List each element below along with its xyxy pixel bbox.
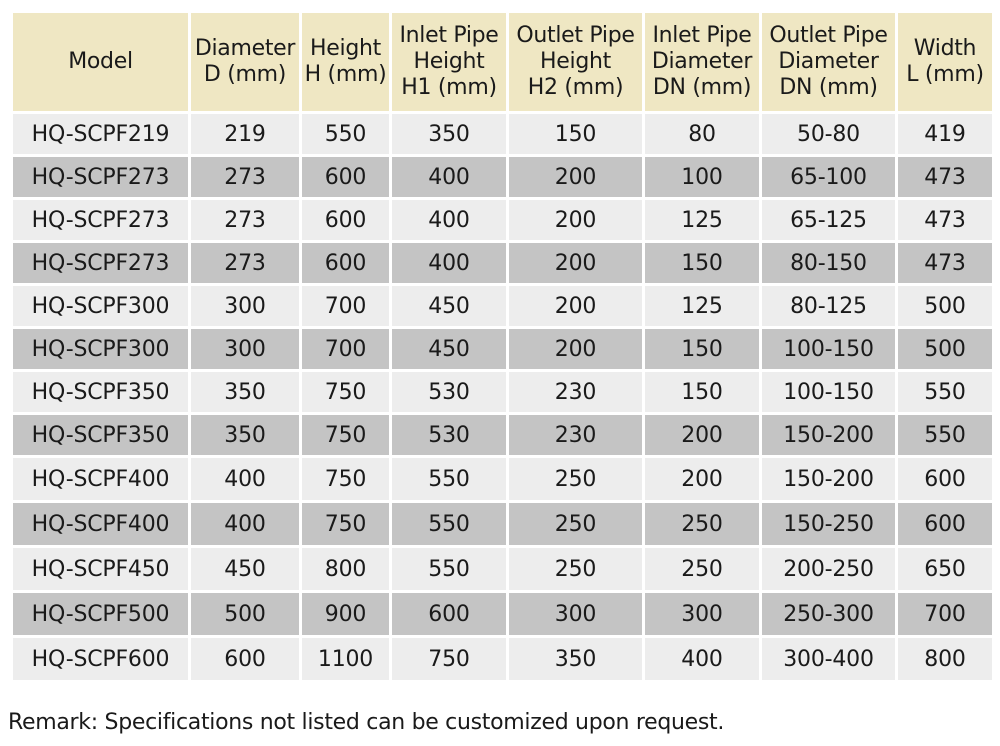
cell-width: 600	[898, 503, 992, 545]
cell-diameter: 273	[191, 200, 299, 240]
cell-model: HQ-SCPF450	[13, 548, 188, 590]
table-row	[13, 286, 992, 326]
table-row	[13, 638, 992, 680]
cell-width: 650	[898, 548, 992, 590]
cell-model: HQ-SCPF400	[13, 458, 188, 500]
cell-outlet-height: 230	[509, 415, 642, 455]
cell-diameter: 273	[191, 157, 299, 197]
cell-diameter: 450	[191, 548, 299, 590]
header-row	[13, 13, 992, 111]
cell-outlet-diameter: 50-80	[762, 114, 895, 154]
cell-model: HQ-SCPF273	[13, 243, 188, 283]
cell-outlet-height: 300	[509, 593, 642, 635]
cell-outlet-diameter: 300-400	[762, 638, 895, 680]
cell-width: 473	[898, 200, 992, 240]
cell-width: 500	[898, 329, 992, 369]
cell-height: 750	[302, 372, 389, 412]
cell-height: 600	[302, 200, 389, 240]
cell-outlet-height: 200	[509, 243, 642, 283]
cell-height: 750	[302, 415, 389, 455]
cell-outlet-height: 350	[509, 638, 642, 680]
specification-table	[10, 10, 995, 683]
cell-inlet-height: 350	[392, 114, 506, 154]
cell-outlet-diameter: 150-200	[762, 458, 895, 500]
cell-model: HQ-SCPF400	[13, 503, 188, 545]
cell-outlet-diameter: 150-200	[762, 415, 895, 455]
cell-outlet-height: 200	[509, 286, 642, 326]
remark-note: Remark: Specifications not listed can be customized upon request.	[8, 710, 725, 735]
cell-diameter: 273	[191, 243, 299, 283]
cell-outlet-height: 200	[509, 329, 642, 369]
cell-width: 500	[898, 286, 992, 326]
table-row	[13, 458, 992, 500]
cell-inlet-diameter: 400	[645, 638, 759, 680]
cell-inlet-diameter: 150	[645, 329, 759, 369]
cell-diameter: 300	[191, 329, 299, 369]
table-row	[13, 200, 992, 240]
cell-width: 800	[898, 638, 992, 680]
cell-inlet-diameter: 100	[645, 157, 759, 197]
cell-diameter: 350	[191, 415, 299, 455]
cell-outlet-diameter: 65-100	[762, 157, 895, 197]
cell-height: 1100	[302, 638, 389, 680]
cell-inlet-height: 550	[392, 548, 506, 590]
cell-inlet-height: 530	[392, 372, 506, 412]
header-diameter: Diameter D (mm)	[191, 13, 299, 111]
cell-outlet-diameter: 80-150	[762, 243, 895, 283]
cell-inlet-diameter: 125	[645, 286, 759, 326]
cell-model: HQ-SCPF219	[13, 114, 188, 154]
cell-height: 750	[302, 503, 389, 545]
cell-outlet-diameter: 100-150	[762, 329, 895, 369]
cell-inlet-height: 450	[392, 286, 506, 326]
table-row	[13, 243, 992, 283]
table-row	[13, 548, 992, 590]
cell-inlet-height: 450	[392, 329, 506, 369]
cell-model: HQ-SCPF300	[13, 286, 188, 326]
cell-height: 600	[302, 157, 389, 197]
cell-outlet-height: 250	[509, 548, 642, 590]
table-row	[13, 415, 992, 455]
cell-inlet-height: 600	[392, 593, 506, 635]
header-inlet-pipe-height: Inlet Pipe Height H1 (mm)	[392, 13, 506, 111]
cell-diameter: 350	[191, 372, 299, 412]
cell-diameter: 600	[191, 638, 299, 680]
cell-model: HQ-SCPF273	[13, 200, 188, 240]
cell-inlet-diameter: 150	[645, 372, 759, 412]
cell-inlet-diameter: 125	[645, 200, 759, 240]
cell-width: 419	[898, 114, 992, 154]
cell-inlet-diameter: 200	[645, 458, 759, 500]
cell-diameter: 219	[191, 114, 299, 154]
cell-model: HQ-SCPF350	[13, 415, 188, 455]
cell-diameter: 300	[191, 286, 299, 326]
header-inlet-pipe-diameter: Inlet Pipe Diameter DN (mm)	[645, 13, 759, 111]
cell-diameter: 500	[191, 593, 299, 635]
cell-inlet-diameter: 250	[645, 548, 759, 590]
cell-outlet-height: 150	[509, 114, 642, 154]
cell-width: 550	[898, 415, 992, 455]
header-height: Height H (mm)	[302, 13, 389, 111]
cell-inlet-diameter: 300	[645, 593, 759, 635]
cell-outlet-height: 250	[509, 503, 642, 545]
cell-outlet-diameter: 150-250	[762, 503, 895, 545]
cell-height: 700	[302, 329, 389, 369]
cell-inlet-height: 750	[392, 638, 506, 680]
cell-outlet-diameter: 200-250	[762, 548, 895, 590]
cell-diameter: 400	[191, 503, 299, 545]
cell-outlet-height: 200	[509, 200, 642, 240]
cell-inlet-height: 400	[392, 243, 506, 283]
table-row	[13, 157, 992, 197]
header-outlet-pipe-diameter: Outlet Pipe Diameter DN (mm)	[762, 13, 895, 111]
cell-height: 550	[302, 114, 389, 154]
cell-inlet-diameter: 200	[645, 415, 759, 455]
cell-outlet-height: 230	[509, 372, 642, 412]
cell-model: HQ-SCPF500	[13, 593, 188, 635]
cell-inlet-diameter: 250	[645, 503, 759, 545]
table-row	[13, 329, 992, 369]
cell-inlet-diameter: 150	[645, 243, 759, 283]
cell-inlet-height: 530	[392, 415, 506, 455]
cell-inlet-height: 550	[392, 503, 506, 545]
header-model: Model	[13, 13, 188, 111]
cell-inlet-height: 400	[392, 157, 506, 197]
cell-height: 600	[302, 243, 389, 283]
cell-height: 800	[302, 548, 389, 590]
cell-outlet-diameter: 250-300	[762, 593, 895, 635]
header-outlet-pipe-height: Outlet Pipe Height H2 (mm)	[509, 13, 642, 111]
cell-model: HQ-SCPF273	[13, 157, 188, 197]
cell-inlet-height: 550	[392, 458, 506, 500]
cell-model: HQ-SCPF300	[13, 329, 188, 369]
cell-model: HQ-SCPF350	[13, 372, 188, 412]
cell-inlet-height: 400	[392, 200, 506, 240]
header-width: Width L (mm)	[898, 13, 992, 111]
cell-inlet-diameter: 80	[645, 114, 759, 154]
cell-width: 473	[898, 157, 992, 197]
table-row	[13, 503, 992, 545]
cell-width: 700	[898, 593, 992, 635]
cell-outlet-height: 250	[509, 458, 642, 500]
cell-outlet-height: 200	[509, 157, 642, 197]
cell-outlet-diameter: 65-125	[762, 200, 895, 240]
cell-width: 550	[898, 372, 992, 412]
table-row	[13, 593, 992, 635]
cell-width: 600	[898, 458, 992, 500]
cell-outlet-diameter: 80-125	[762, 286, 895, 326]
table-row	[13, 372, 992, 412]
cell-model: HQ-SCPF600	[13, 638, 188, 680]
cell-height: 900	[302, 593, 389, 635]
cell-width: 473	[898, 243, 992, 283]
cell-height: 700	[302, 286, 389, 326]
cell-height: 750	[302, 458, 389, 500]
cell-diameter: 400	[191, 458, 299, 500]
cell-outlet-diameter: 100-150	[762, 372, 895, 412]
table-row	[13, 114, 992, 154]
